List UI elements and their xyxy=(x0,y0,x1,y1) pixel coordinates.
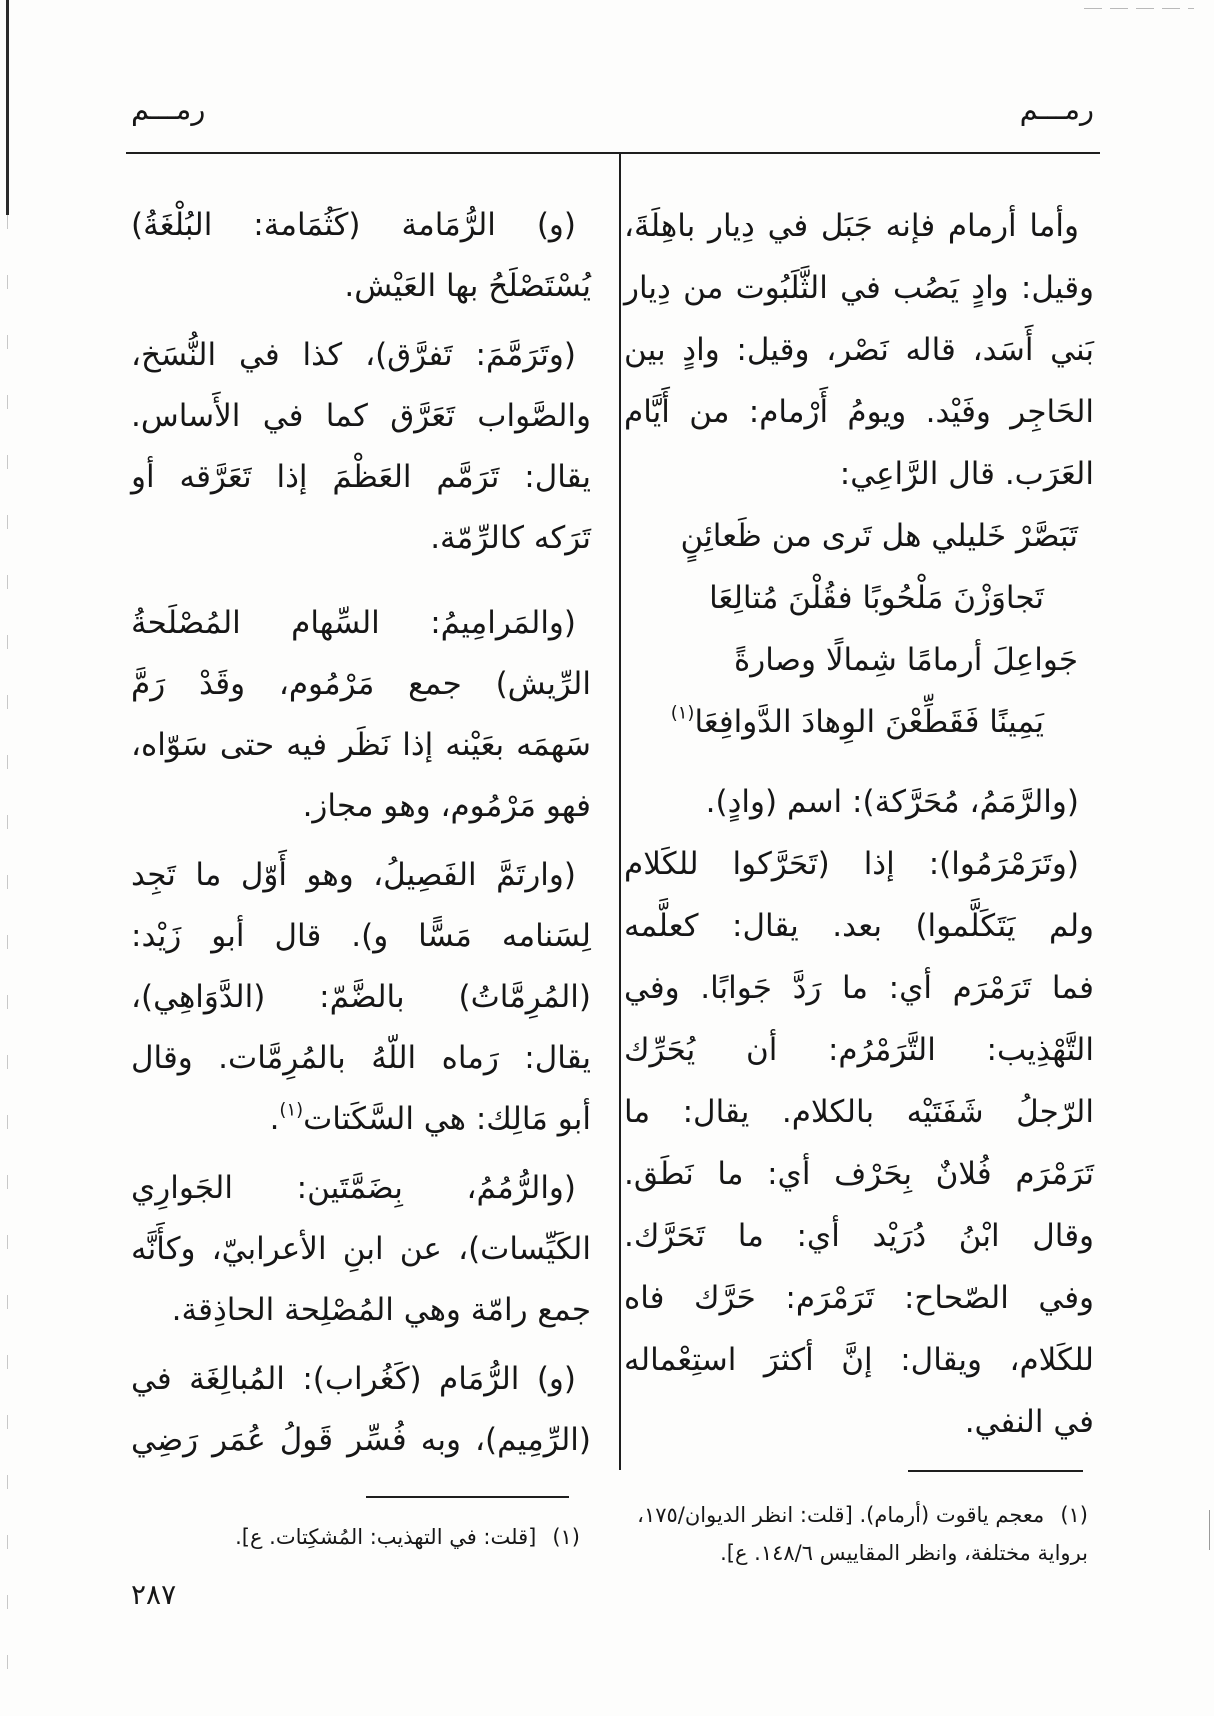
text-line: تَرَمْرَم فُلانٌ بِحَرْف أي: ما نَطَق. xyxy=(624,1156,1094,1192)
poem-line: تَجاوَزْنَ مَلْحُوبًا فقُلْنَ مُتالِعَا xyxy=(709,580,1044,616)
text-line: يقال: رَماه اللّهُ بالمُرِمَّات. وقال xyxy=(131,1040,591,1076)
text-line: (وتَرَمَّمَ: تَفرَّق)، كذا في النُّسَخ، xyxy=(131,337,576,373)
text-line: (وتَرَمْرَمُوا): إذا (تَحَرَّكوا للكَلام xyxy=(624,846,1079,882)
scan-edge-mark xyxy=(7,215,8,1695)
paragraph xyxy=(131,593,591,837)
scan-edge-mark xyxy=(6,0,9,215)
text-line: والصَّواب تَعَرَّق كما في الأَساس. xyxy=(131,398,591,434)
poem-line-text: يَمِينًا فَقَطِّعْنَ الوِهادَ الدَّوافِعَا xyxy=(694,704,1044,740)
running-header-right: رمـــم xyxy=(1019,92,1094,126)
text-line: التَّهْذِيب: التَّرَمْرُم: أن يُحَرِّك xyxy=(624,1032,1094,1068)
text-line: لِسَنامه مَسًّا و). قال أبو زَيْد: xyxy=(131,918,591,954)
column-divider xyxy=(619,154,621,1470)
paragraph xyxy=(131,1349,591,1471)
text-line: وقال ابْنُ دُرَيْد أي: ما تَحَرَّك. xyxy=(624,1218,1094,1254)
footnote-text: برواية مختلفة، وانظر المقاييس ١٤٨/٦. ع]. xyxy=(720,1541,1088,1565)
text-line: الحَاجِر وفَيْد. ويومُ أَرْمام: من أَيَّام xyxy=(624,394,1094,430)
paragraph xyxy=(131,325,591,569)
text-line: الرّجلُ شَفَتَيْه بالكلام. يقال: ما xyxy=(624,1094,1094,1130)
text-line: فهو مَرْمُوم، وهو مجاز. xyxy=(302,788,591,824)
footnote-text: معجم ياقوت (أرمام). [قلت: انظر الديوان/١٧٥، xyxy=(637,1503,1045,1527)
footnote-number: (١) xyxy=(1060,1503,1088,1527)
text-line: (المُرِمَّاتُ) بالضَّمّ: (الدَّوَاهِي)، xyxy=(131,979,591,1015)
text-line: يُسْتَصْلَحُ بها العَيْش. xyxy=(344,268,591,304)
page-number: ٢٨٧ xyxy=(131,1578,177,1611)
footnote-rule xyxy=(908,1470,1083,1472)
footnote-line xyxy=(131,1518,580,1556)
text-line: (والرُّمُمُ، بِضَمَّتَين: الجَوارِي xyxy=(131,1170,576,1206)
text-line: الكَيِّسات)، عن ابنِ الأعرابيّ، وكأَنَّه xyxy=(131,1231,591,1267)
right-column xyxy=(624,195,1094,1453)
paragraph xyxy=(624,195,1094,505)
left-column xyxy=(131,195,591,1471)
text-line: (و) الرُّمَامة (كَثُمَامة: البُلْغَةُ) xyxy=(131,207,576,243)
text-line: وقيل: وادٍ يَصُب في الثَّلَبُوت من دِيار xyxy=(624,270,1094,306)
paragraph xyxy=(131,845,591,1150)
paragraph xyxy=(131,195,591,317)
footnote-left xyxy=(131,1518,580,1556)
text-line: جمع رامّة وهي المُصْلِحة الحاذِقة. xyxy=(171,1292,591,1328)
text-line: (و) الرُّمَام (كَغُراب): المُبالِغَة في xyxy=(131,1361,576,1397)
footnote-right xyxy=(624,1496,1088,1572)
text-line: ولم يَتَكَلَّموا) بعد. يقال: كعلَّمه xyxy=(624,908,1094,944)
text-line: بَني أَسَد، قاله نَصْر، وقيل: وادٍ بين xyxy=(624,332,1094,368)
text-line: وفي الصّحاح: تَرَمْرَم: حَرَّك فاه xyxy=(624,1280,1094,1316)
text-line: فما تَرَمْرَم أي: ما رَدَّ جَوابًا. وفي xyxy=(624,970,1094,1006)
text-line: (والرَّمَمُ، مُحَرَّكة): اسم (وادٍ). xyxy=(705,784,1079,820)
text-line: في النفي. xyxy=(964,1404,1094,1440)
scan-edge-mark xyxy=(1084,8,1194,9)
footnote-reference: (١) xyxy=(279,1099,304,1121)
poem-line xyxy=(624,691,1094,753)
text-line: الرِّيش) جمع مَرْمُوم، وقَدْ رَمَّ xyxy=(131,666,591,702)
text-line: (وارتَمَّ الفَصِيلُ، وهو أَوّل ما تَجِد xyxy=(131,857,576,893)
footnote-rule xyxy=(366,1496,569,1498)
footnote-number: (١) xyxy=(552,1525,580,1549)
text-line xyxy=(131,1089,591,1150)
text-line: العَرَب. قال الرَّاعِي: xyxy=(839,456,1094,492)
poem-line: تَبَصَّرْ خَليلي هل تَرى من ظَعائِنٍ xyxy=(680,518,1078,554)
text-line: تَرَكه كالرِّمّة. xyxy=(430,520,591,556)
paragraph xyxy=(131,1158,591,1341)
paragraph xyxy=(624,771,1094,833)
running-header-left: رمـــم xyxy=(131,92,206,126)
poem-line: جَواعِلَ أرمامًا شِمالًا وصارةً xyxy=(734,642,1078,678)
header-rule xyxy=(126,152,1100,154)
poem xyxy=(624,505,1094,753)
footnote-text: [قلت: في التهذيب: المُشكِتات. ع]. xyxy=(235,1525,537,1549)
text-line: (الرِّمِيم)، وبه فُسِّر قَولُ عُمَر رَضِي xyxy=(131,1422,591,1458)
scan-edge-mark xyxy=(1209,1510,1210,1550)
footnote-line xyxy=(624,1496,1088,1534)
text-line-tail: . xyxy=(269,1101,280,1137)
text-line: (والمَرامِيمُ: السِّهام المُصْلَحةُ xyxy=(131,605,576,641)
text-line: وأما أرمام فإنه جَبَل في دِيار باهِلَةَ، xyxy=(624,208,1079,244)
footnote-reference: (١) xyxy=(670,702,695,724)
text-line: يقال: تَرَمَّم العَظْمَ إذا تَعَرَّقه أو xyxy=(131,459,591,495)
text-line: سَهمَه بعَيْنه إذا نَظَر فيه حتى سَوّاه، xyxy=(131,727,591,763)
text-line-content: أبو مَالِك: هي السَّكَتات xyxy=(303,1101,591,1137)
paragraph xyxy=(624,833,1094,1453)
text-line: للكَلام، ويقال: إنَّ أكثرَ استِعْماله xyxy=(624,1342,1094,1378)
